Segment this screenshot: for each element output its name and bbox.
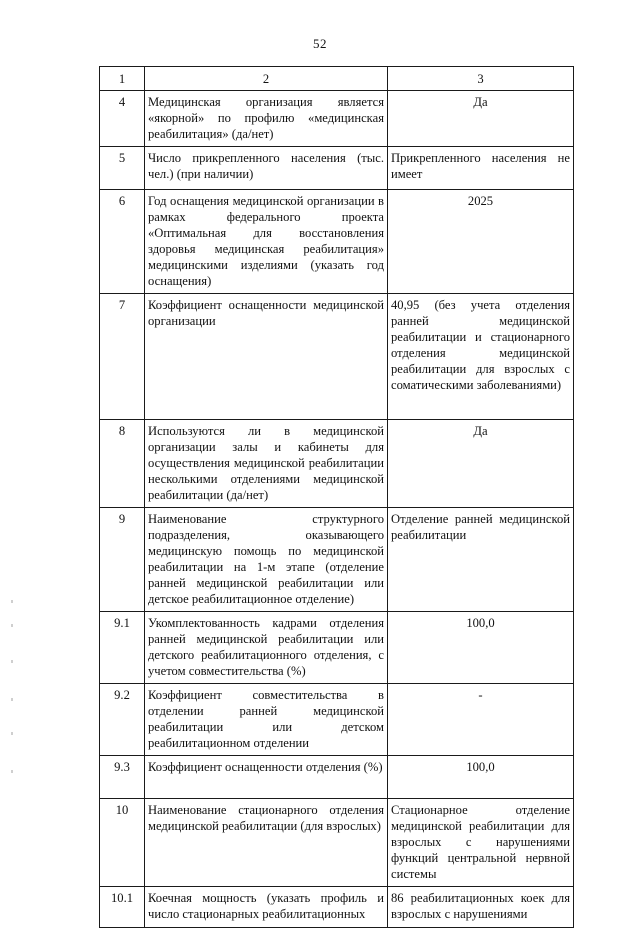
row-value: Отделение ранней медицинской реабилитации: [388, 508, 574, 612]
row-value: 86 реабилитационных коек для взрослых с нарушениями: [388, 887, 574, 928]
table-row: [100, 147, 574, 190]
row-number: 6: [100, 190, 145, 294]
row-description: Коэффициент совместительства в отделении ранней медицинской реабилитации или детском реабилитационном отделении: [145, 684, 388, 756]
row-value: Да: [388, 91, 574, 147]
table-row: [100, 612, 574, 684]
table-row: [100, 508, 574, 612]
table-row: [100, 91, 574, 147]
binding-marks: [11, 600, 13, 790]
row-description: Наименование структурного подразделения, оказывающего медицинскую помощь по медицинской реабилитации на 1-м этапе (отделение ранней медицинской реабилитации или детское реабилитационное отделение): [145, 508, 388, 612]
row-description: Наименование стационарного отделения медицинской реабилитации (для взрослых): [145, 799, 388, 887]
row-value: Прикрепленного населения не имеет: [388, 147, 574, 190]
table-row: [100, 756, 574, 799]
table-row: [100, 887, 574, 928]
row-description: Используются ли в медицинской организации залы и кабинеты для осуществления медицинской реабилитации несколькими отделениями медицинской реабилитации (да/нет): [145, 420, 388, 508]
row-description: Коэффициент оснащенности отделения (%): [145, 756, 388, 799]
table-row: [100, 799, 574, 887]
document-table: [99, 66, 574, 928]
row-number: 9.3: [100, 756, 145, 799]
row-description: Коечная мощность (указать профиль и число стационарных реабилитационных: [145, 887, 388, 928]
row-value: -: [388, 684, 574, 756]
row-value: Да: [388, 420, 574, 508]
table-row: [100, 684, 574, 756]
row-description: Коэффициент оснащенности медицинской организации: [145, 294, 388, 420]
header-col-2: 2: [145, 67, 388, 91]
row-value: Стационарное отделение медицинской реабилитации для взрослых с нарушениями функций центральной нервной системы: [388, 799, 574, 887]
header-col-3: 3: [388, 67, 574, 91]
row-number: 9.2: [100, 684, 145, 756]
row-value: 100,0: [388, 612, 574, 684]
row-number: 8: [100, 420, 145, 508]
row-number: 10.1: [100, 887, 145, 928]
row-description: Медицинская организация является «якорной» по профилю «медицинская реабилитация» (да/нет): [145, 91, 388, 147]
row-number: 4: [100, 91, 145, 147]
row-number: 7: [100, 294, 145, 420]
table-header-row: [100, 67, 574, 91]
row-description: Укомплектованность кадрами отделения ранней медицинской реабилитации или детского реабилитационного отделения, с учетом совместительства (%): [145, 612, 388, 684]
row-value: 40,95 (без учета отделения ранней медицинской реабилитации и стационарного отделения медицинской реабилитации для взрослых с соматическими заболеваниями): [388, 294, 574, 420]
header-col-1: 1: [100, 67, 145, 91]
row-value: 2025: [388, 190, 574, 294]
row-description: Год оснащения медицинской организации в рамках федерального проекта «Оптимальная для восстановления здоровья медицинская реабилитация» медицинскими изделиями (указать год оснащения): [145, 190, 388, 294]
row-number: 10: [100, 799, 145, 887]
row-number: 9.1: [100, 612, 145, 684]
row-number: 9: [100, 508, 145, 612]
row-description: Число прикрепленного населения (тыс. чел.) (при наличии): [145, 147, 388, 190]
table-row: [100, 294, 574, 420]
page-number: 52: [313, 36, 327, 51]
row-value: 100,0: [388, 756, 574, 799]
table-row: [100, 420, 574, 508]
table-row: [100, 190, 574, 294]
row-number: 5: [100, 147, 145, 190]
